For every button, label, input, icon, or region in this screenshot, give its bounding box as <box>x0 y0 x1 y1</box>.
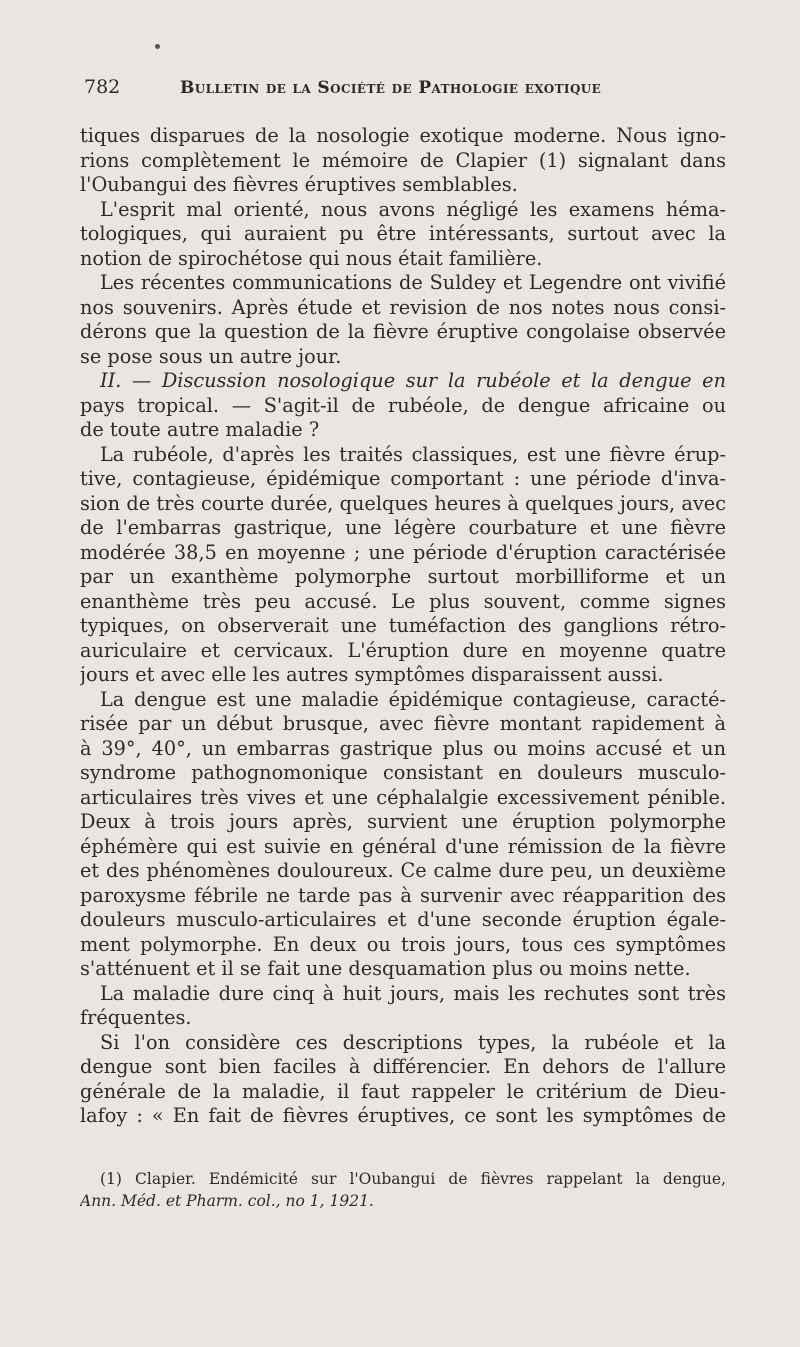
text-line: rions complètement le mémoire de Clapier (1) signalant dans <box>80 148 726 172</box>
text-line: typiques, on observerait une tuméfaction des ganglions rétro- <box>80 614 726 637</box>
text-line: La dengue est une maladie épidémique contagieuse, caracté- <box>100 687 726 711</box>
text-line: l'Oubangui des fièvres éruptives semblables. <box>80 173 518 196</box>
text-line: et des phénomènes douloureux. Ce calme dure peu, un deuxième <box>80 859 726 882</box>
text-line: dérons que la question de la fièvre éruptive congolaise observée <box>80 320 726 343</box>
footnote <box>80 1168 726 1212</box>
running-title: Bulletin de la Société de Pathologie exotique <box>180 78 602 98</box>
text-line: Les récentes communications de Suldey et Legendre ont vivifié <box>100 271 726 294</box>
text-line: enanthème très peu accusé. Le plus souvent, comme signes <box>80 589 726 613</box>
print-speck <box>155 44 160 49</box>
text-line: éphémère qui est suivie en général d'une rémission de la fièvre <box>80 834 726 858</box>
text-line: La rubéole, d'après les traités classiques, est une fièvre érup- <box>100 442 726 466</box>
text-line: Deux à trois jours après, survient une éruption polymorphe <box>80 810 726 833</box>
text-line: L'esprit mal orienté, nous avons négligé les examens héma- <box>100 197 726 221</box>
text-line: générale de la maladie, il faut rappeler le critérium de Dieu- <box>80 1079 726 1103</box>
text-line: à 39°, 40°, un embarras gastrique plus ou moins accusé et un <box>80 736 726 760</box>
text-line: modérée 38,5 en moyenne ; une période d'éruption caractérisée <box>80 540 726 564</box>
section-heading-line: II. — Discussion nosologique sur la rubéole et la dengue en <box>100 369 726 392</box>
text-line: dengue sont bien faciles à différencier. En dehors de l'allure <box>80 1055 726 1078</box>
text-line: Si l'on considère ces descriptions types, la rubéole et la <box>100 1030 726 1054</box>
text-line: tiques disparues de la nosologie exotique moderne. Nous igno- <box>80 124 726 147</box>
text-line: nos souvenirs. Après étude et revision de nos notes nous consi- <box>80 295 726 319</box>
text-line: ment polymorphe. En deux ou trois jours, tous ces symptômes <box>80 932 726 956</box>
text-line: s'atténuent et il se fait une desquamation plus ou moins nette. <box>80 957 691 980</box>
text-line: risée par un début brusque, avec fièvre montant rapidement à <box>80 712 726 735</box>
text-line: jours et avec elle les autres symptômes disparaissent aussi. <box>80 663 664 686</box>
text-line: lafoy : « En fait de fièvres éruptives, ce sont les symptômes de <box>80 1104 726 1127</box>
text-line: syndrome pathognomonique consistant en douleurs musculo- <box>80 761 726 784</box>
text-line: tologiques, qui auraient pu être intéressants, surtout avec la <box>80 222 726 245</box>
body-text <box>80 124 726 1129</box>
text-line: douleurs musculo-articulaires et d'une seconde éruption égale- <box>80 908 726 931</box>
text-line: de l'embarras gastrique, une légère courbature et une fièvre <box>80 516 726 539</box>
text-line: de toute autre maladie ? <box>80 418 320 441</box>
text-line: La maladie dure cinq à huit jours, mais les rechutes sont très <box>100 981 726 1005</box>
text-line: fréquentes. <box>80 1006 192 1029</box>
text-line: auriculaire et cervicaux. L'éruption dure en moyenne quatre <box>80 638 726 662</box>
text-line: pays tropical. — S'agit-il de rubéole, de dengue africaine ou <box>80 393 726 417</box>
text-line: tive, contagieuse, épidémique comportant : une période d'inva- <box>80 467 726 490</box>
page-number: 782 <box>84 76 121 98</box>
text-line: sion de très courte durée, quelques heures à quelques jours, avec <box>80 491 726 515</box>
text-line: paroxysme fébrile ne tarde pas à survenir avec réapparition des <box>80 883 726 907</box>
footnote-line: Ann. Méd. et Pharm. col., no 1, 1921. <box>80 1192 374 1210</box>
text-line: notion de spirochétose qui nous était familière. <box>80 246 543 270</box>
text-line: se pose sous un autre jour. <box>80 344 342 368</box>
text-line: par un exanthème polymorphe surtout morbilliforme et un <box>80 565 726 588</box>
text-line: articulaires très vives et une céphalalgie excessivement pénible. <box>80 785 726 809</box>
footnote-line: (1) Clapier. Endémicité sur l'Oubangui de fièvres rappelant la dengue, <box>100 1170 726 1188</box>
page-header <box>84 76 724 106</box>
